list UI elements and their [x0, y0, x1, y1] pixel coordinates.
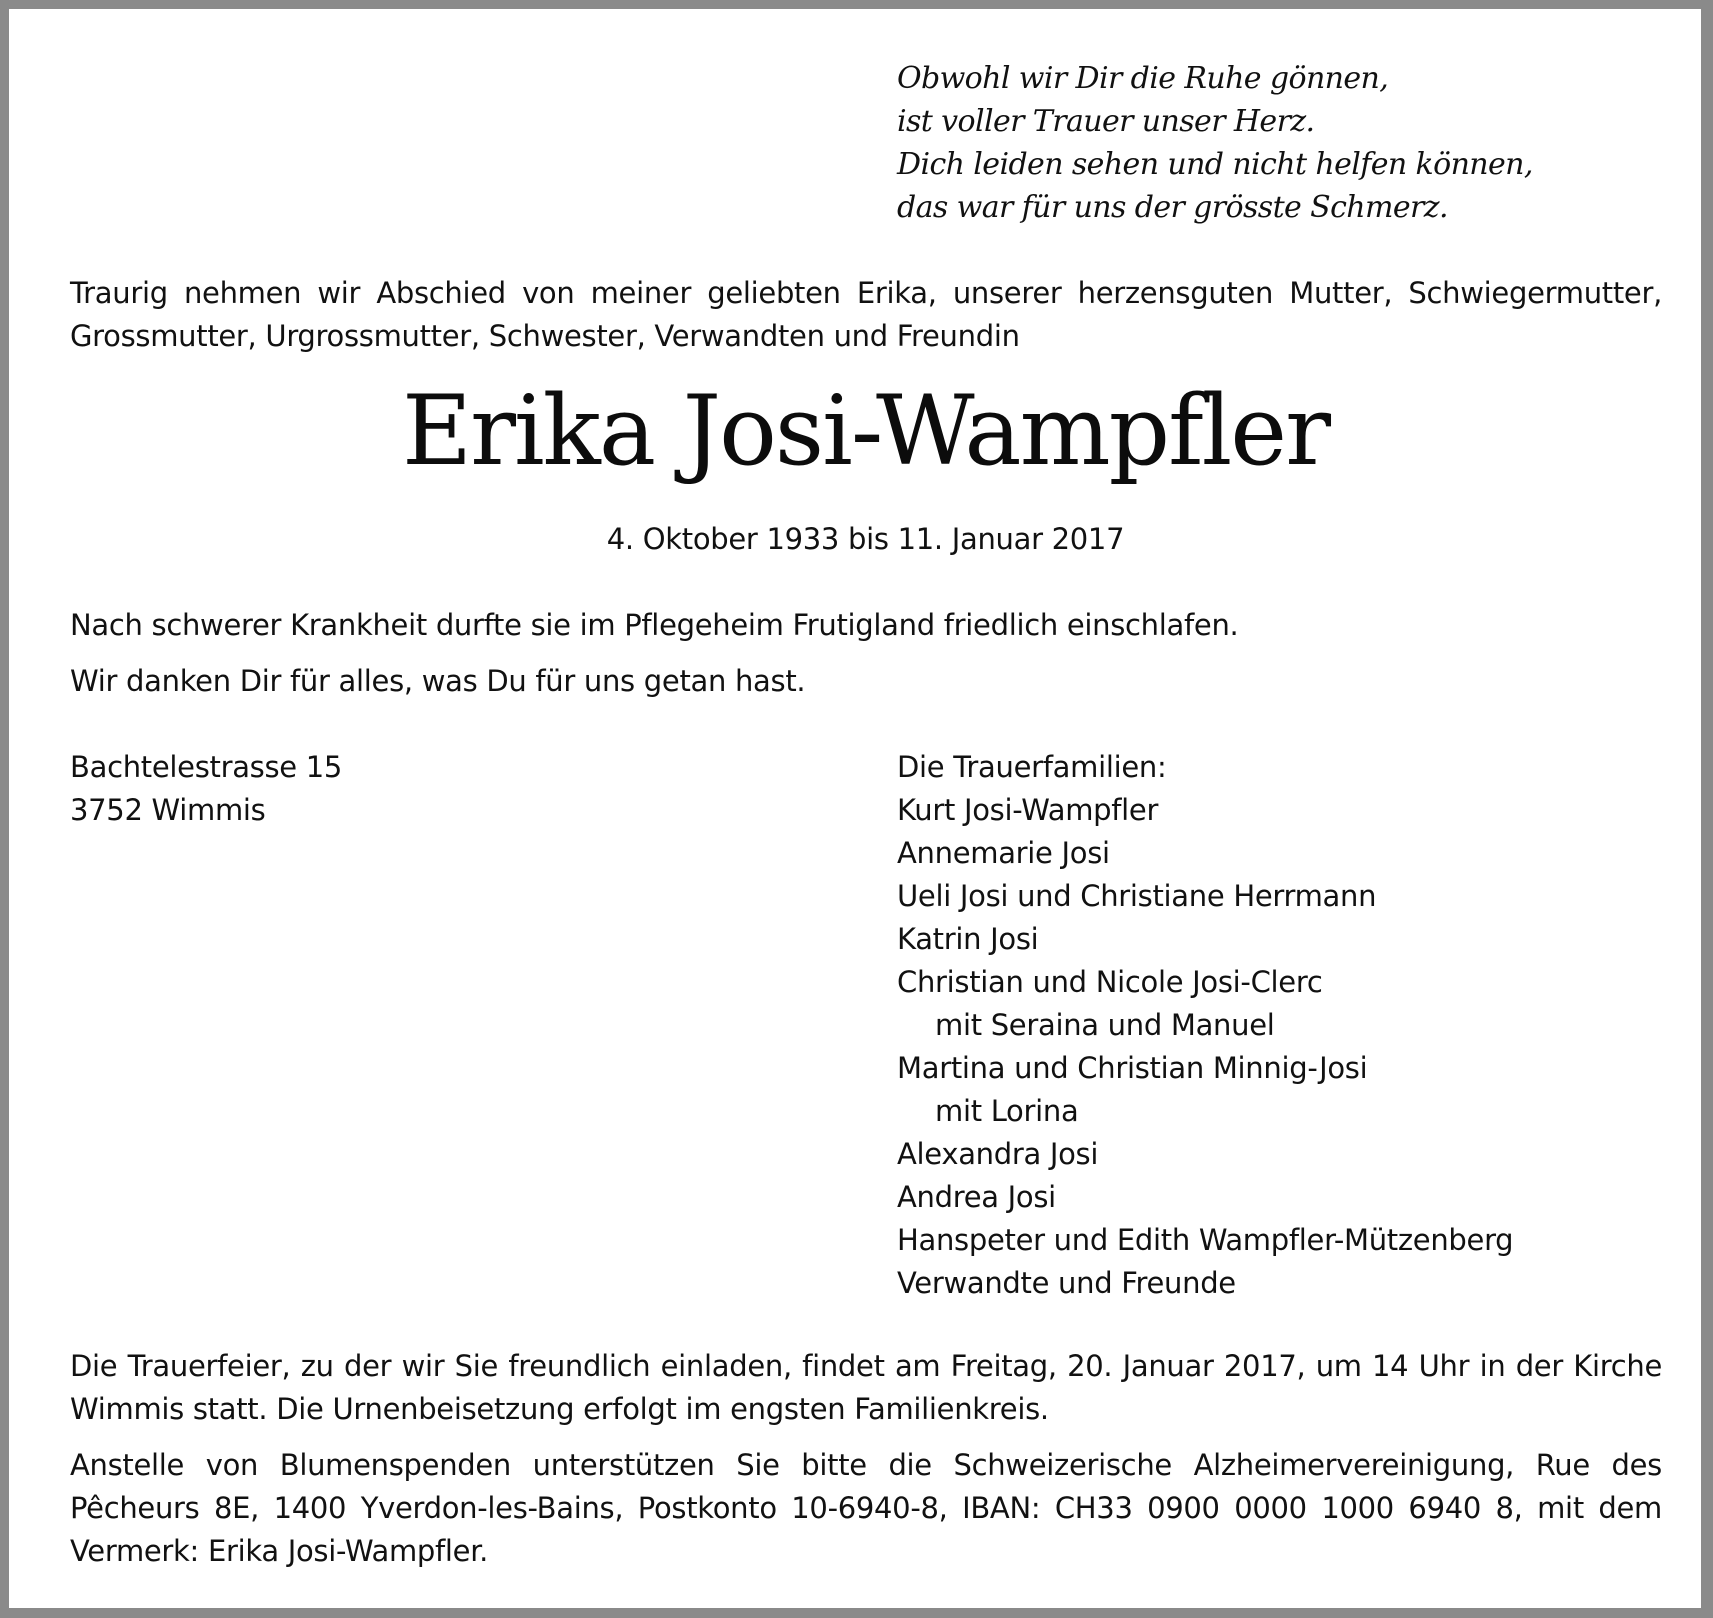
- family-member-children: mit Lorina: [935, 1094, 1079, 1128]
- family-member: Annemarie Josi: [897, 836, 1110, 870]
- family-member: Verwandte und Freunde: [897, 1266, 1236, 1300]
- family-member: Christian und Nicole Josi-Clerc: [897, 965, 1323, 999]
- family-member: Alexandra Josi: [897, 1137, 1099, 1171]
- poem-line: Dich leiden sehen und nicht helfen können,: [897, 147, 1533, 182]
- family-member: Katrin Josi: [897, 922, 1039, 956]
- family-member: Hanspeter und Edith Wampfler-Mützenberg: [897, 1223, 1514, 1257]
- family-member: Kurt Josi-Wampfler: [897, 793, 1159, 827]
- address-city: 3752 Wimmis: [70, 793, 266, 827]
- mourning-families: [897, 746, 1513, 1305]
- farewell-intro: Traurig nehmen wir Abschied von meiner geliebten Erika, unserer herzensguten Mutter, Schwiegermutter, Grossmutter, Urgrossmutter, Schwester, Verwandten und Freundin: [70, 276, 1662, 353]
- mourning-address: [70, 746, 342, 832]
- donation-text: Anstelle von Blumenspenden unterstützen Sie bitte die Schweizerische Alzheimervereinigung, Rue des Pêcheurs 8E, 1400 Yverdon-les-Bains, Postkonto 10-6940-8, IBAN: CH33 0900 0000 1000 6940 8, mit dem Vermerk: Erika Josi-Wampfler.: [70, 1448, 1662, 1568]
- memorial-poem: [897, 57, 1533, 229]
- family-heading: Die Trauerfamilien:: [897, 750, 1167, 784]
- family-member: Martina und Christian Minnig-Josi: [897, 1051, 1368, 1085]
- poem-line: ist voller Trauer unser Herz.: [897, 104, 1315, 139]
- deceased-name: Erika Josi-Wampfler: [401, 375, 1329, 487]
- illness-text: Nach schwerer Krankheit durfte sie im Pflegeheim Frutigland friedlich einschlafen.: [70, 608, 1239, 642]
- family-member: Andrea Josi: [897, 1180, 1056, 1214]
- funeral-service-text: Die Trauerfeier, zu der wir Sie freundlich einladen, findet am Freitag, 20. Januar 2017, um 14 Uhr in der Kirche Wimmis statt. Die Urnenbeisetzung erfolgt im engsten Familienkreis.: [70, 1349, 1662, 1426]
- life-dates: 4. Oktober 1933 bis 11. Januar 2017: [606, 522, 1125, 556]
- thanks-text: Wir danken Dir für alles, was Du für uns getan hast.: [70, 664, 806, 698]
- poem-line: Obwohl wir Dir die Ruhe gönnen,: [897, 61, 1389, 96]
- family-member: Ueli Josi und Christiane Herrmann: [897, 879, 1377, 913]
- poem-line: das war für uns der grösste Schmerz.: [897, 190, 1448, 225]
- family-member-children: mit Seraina und Manuel: [935, 1008, 1275, 1042]
- address-street: Bachtelestrasse 15: [70, 750, 343, 784]
